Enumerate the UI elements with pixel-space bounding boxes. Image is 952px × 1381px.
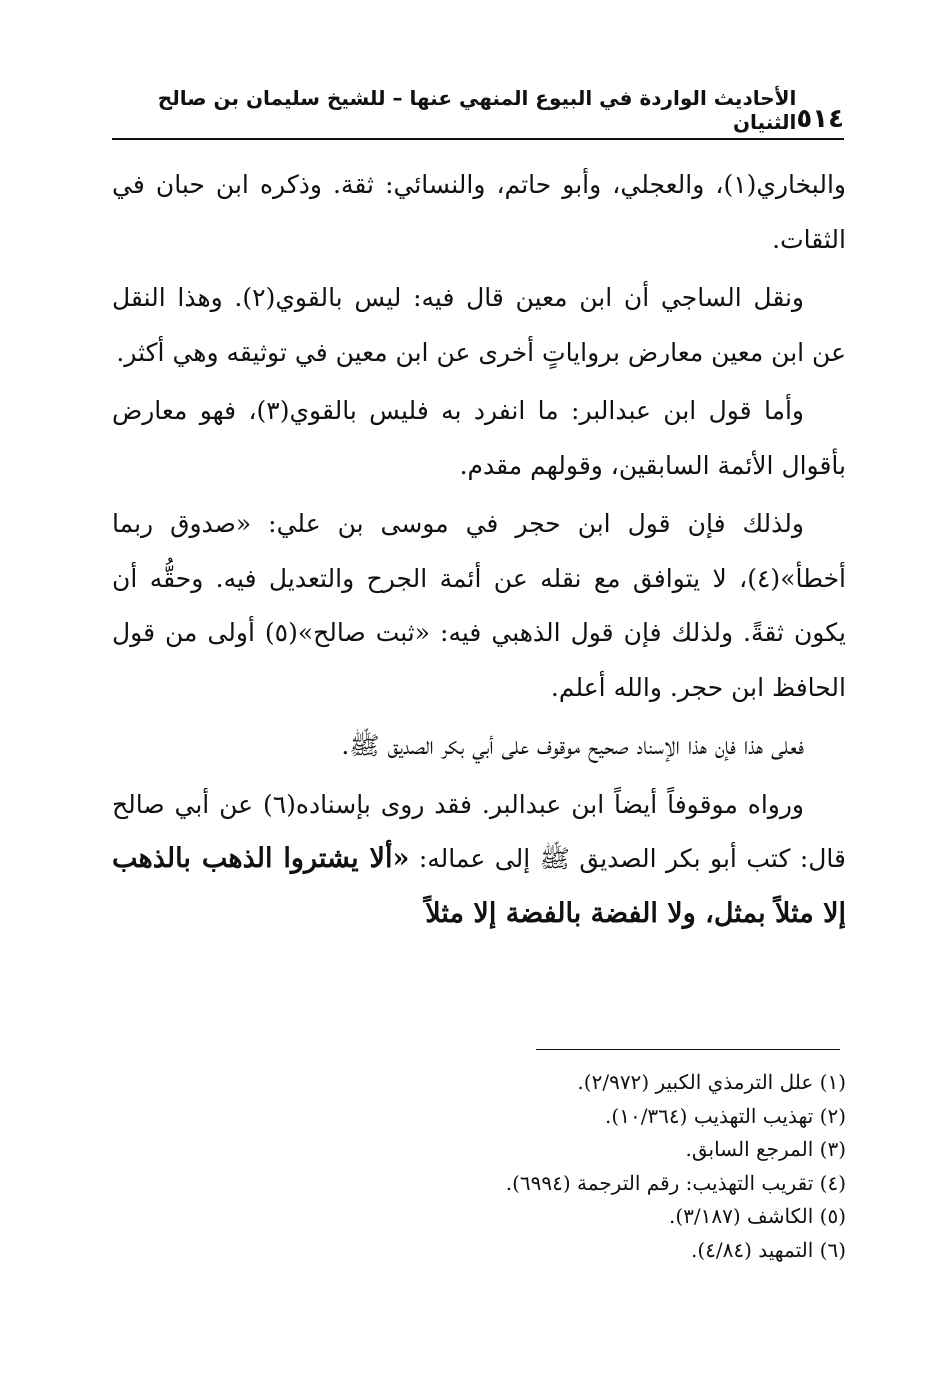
footnote-separator xyxy=(536,1049,840,1050)
paragraph: وأما قول ابن عبدالبر: ما انفرد به فليس بالقوي(٣)، فهو معارض بأقوال الأئمة السابقين، وقولهم مقدم. xyxy=(112,396,846,480)
hadith-quote: «ألا يشتروا الذهب بالذهب إلا مثلاً بمثل، ولا الفضة بالفضة إلا مثلاً xyxy=(112,843,846,929)
footnote: (١) علل الترمذي الكبير (٢/٩٧٢). xyxy=(577,1070,846,1094)
page-header xyxy=(112,86,844,140)
paragraph: والبخاري(١)، والعجلي، وأبو حاتم، والنسائي: ثقة. وذكره ابن حبان في الثقات. xyxy=(112,170,846,254)
footnotes xyxy=(112,1066,846,1268)
footnote: (٥) الكاشف (٣/١٨٧). xyxy=(668,1204,846,1229)
footnote: (٦) التمهيد (٤/٨٤). xyxy=(690,1237,846,1262)
footnote: (٣) المرجع السابق. xyxy=(685,1137,846,1162)
page-number: ٥١٤ xyxy=(796,104,844,134)
paragraph: ونقل الساجي أن ابن معين قال فيه: ليس بالقوي(٢). وهذا النقل عن ابن معين معارض برواياتٍ أخرى عن ابن معين في توثيقه وهي أكثر. xyxy=(112,283,846,367)
paragraph-text: ورواه موقوفاً أيضاً ابن عبدالبر. فقد روى بإسناده(٦) عن أبي صالح قال: كتب أبو بكر الصديق ﷺ إلى عماله: xyxy=(112,789,847,873)
footnote: (٤) تقريب التهذيب: رقم الترجمة (٦٩٩٤). xyxy=(505,1170,846,1195)
running-title: الأحاديث الواردة في البيوع المنهي عنها – للشيخ سليمان بن صالح الثنيان xyxy=(157,86,797,134)
paragraph: فعلى هذا فإن هذا الإسناد صحيح موقوف على أبي بكر الصديق ﷺ. xyxy=(341,731,804,760)
paragraph: ولذلك فإن قول ابن حجر في موسى بن علي: «صدوق ربما أخطأ»(٤)، لا يتوافق مع نقله عن أئمة الجرح والتعديل فيه. وحقُّه أن يكون ثقةً. ولذلك فإن قول الذهبي فيه: «ثبت صالح»(٥) أولى من قول الحافظ ابن حجر. والله أعلم. xyxy=(112,509,846,702)
paragraph-last xyxy=(112,778,846,942)
main-text xyxy=(112,158,846,945)
footnote: (٢) تهذيب التهذيب (١٠/٣٦٤). xyxy=(605,1103,846,1128)
